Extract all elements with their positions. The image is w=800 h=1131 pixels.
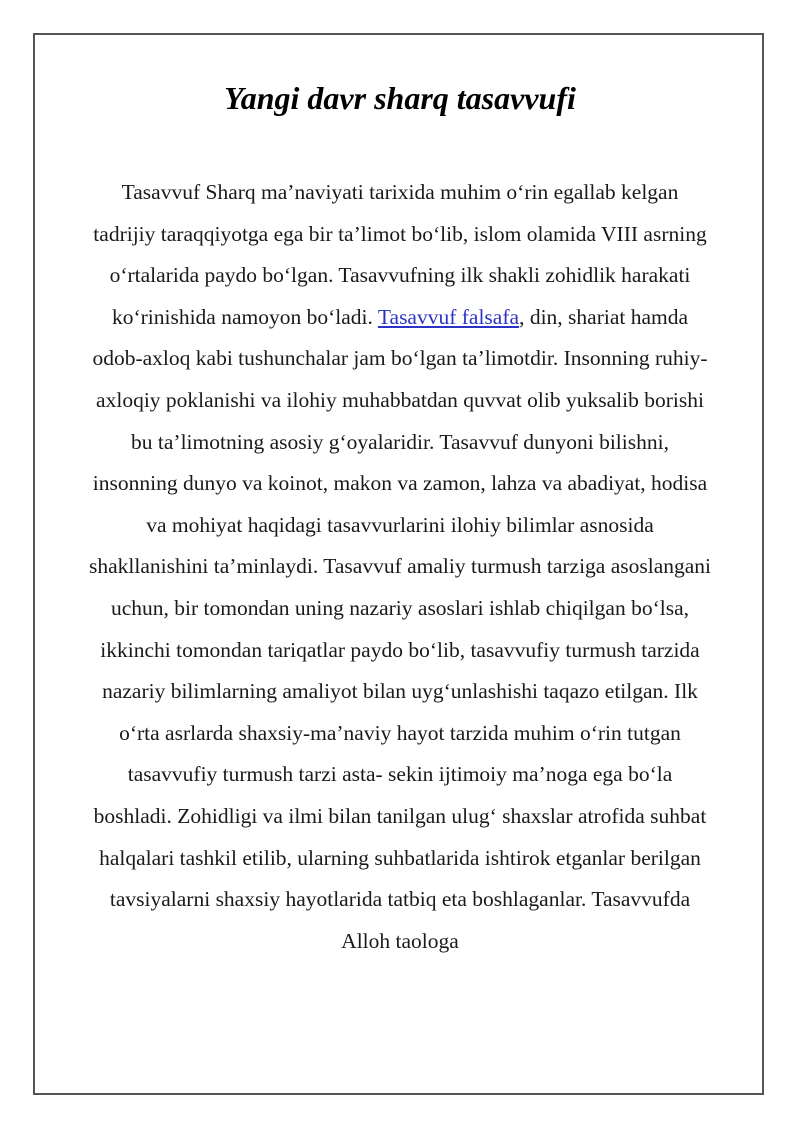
paragraph-text-after-link: , din, shariat hamda odob-axloq kabi tushunchalar jam bo‘lgan ta’limotdir. Insonning ruhiy-axloqiy poklanishi va ilohiy muhabbatdan quvvat olib yuksalib borishi bu ta’limotning asosiy g‘oyalaridir. Tasavvuf dunyoni bilishni, insonning dunyo va koinot, makon va zamon, lahza va abadiyat, hodisa va mohiyat haqidagi tasavvurlarini ilohiy bilimlar asnosida shakllanishini ta’minlaydi. Tasavvuf amaliy turmush tarziga asoslangani uchun, bir tomondan uning nazariy asoslari ishlab chiqilgan bo‘lsa, ikkinchi tomondan tariqatlar paydo bo‘lib, tasavvufiy turmush tarzida nazariy bilimlarning amaliyot bilan uyg‘unlashishi taqazo etilgan. Ilk o‘rta asrlarda shaxsiy-ma’naviy hayot tarzida muhim o‘rin tutgan tasavvufiy turmush tarzi asta- sekin ijtimoiy ma’noga ega bo‘la boshladi. Zohidligi va ilmi bilan tanilgan ulug‘ shaxslar atrofida suhbat halqalari tashkil etilib, ularning suhbatlarida ishtirok etganlar berilgan tavsiyalarni shaxsiy hayotlarida tatbiq eta boshlaganlar. Tasavvufda Alloh taologa bbox=[88, 304, 712, 953]
paragraph-text-before-link: Tasavvuf Sharq ma’naviyati tarixida muhim o‘rin egallab kelgan tadrijiy taraqqiyotga ega bir ta’limot bo‘lib, islom olamida VIII asrning o‘rtalarida paydo bo‘lgan. Tasavvufning ilk shakli zohidlik harakati ko‘rinishida namoyon bo‘ladi. bbox=[93, 180, 707, 329]
document-title: Yangi davr sharq tasavvufi bbox=[224, 80, 576, 116]
tasavvuf-falsafa-link[interactable]: Tasavvuf falsafa bbox=[377, 304, 520, 329]
body-paragraph bbox=[88, 172, 712, 962]
